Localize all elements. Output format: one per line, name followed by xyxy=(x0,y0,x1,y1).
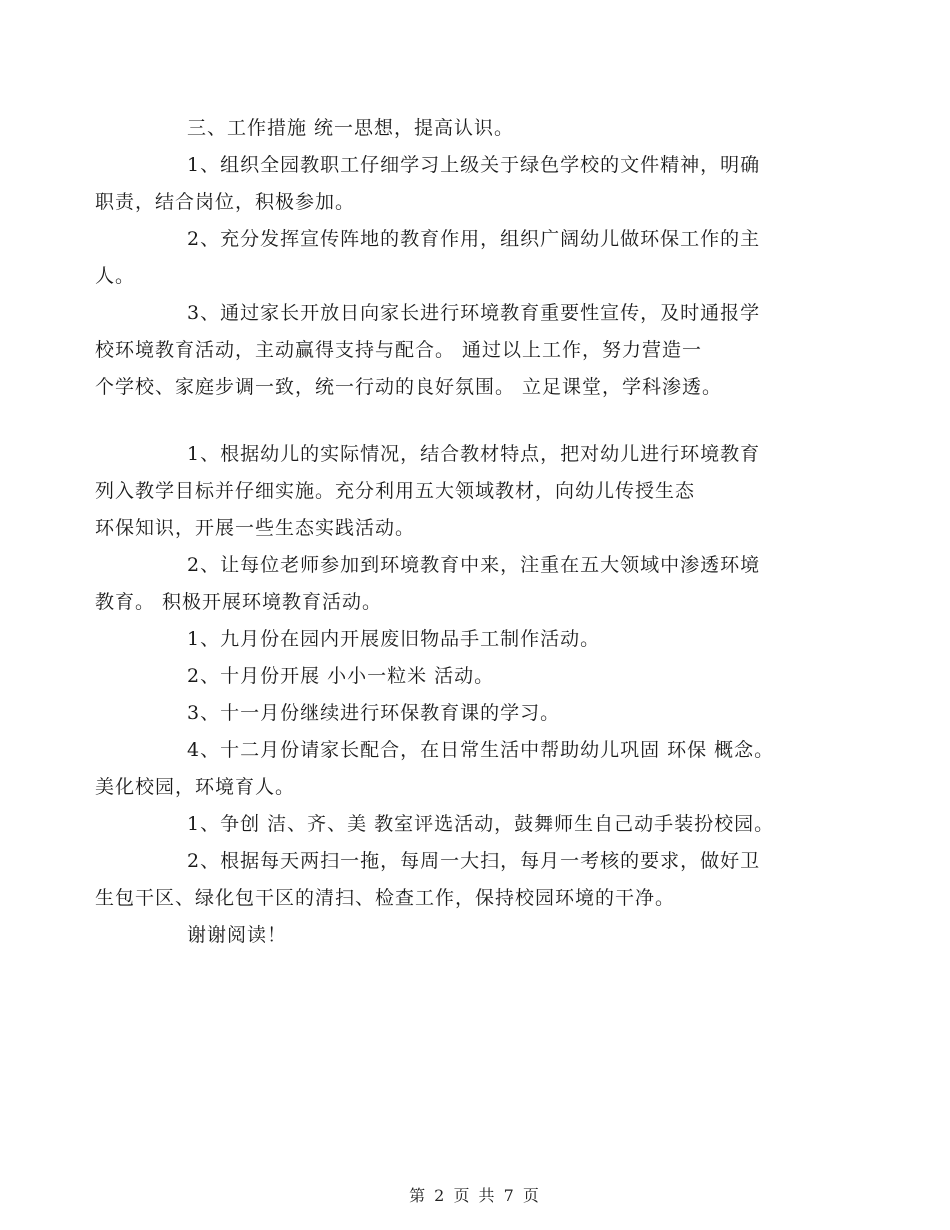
paragraph-december xyxy=(95,732,831,806)
text-line: 美化校园，环境育人。 xyxy=(95,776,296,798)
text-line: 1、九月份在园内开展废旧物品手工制作活动。 xyxy=(187,628,601,650)
text-line: 人。 xyxy=(95,265,136,287)
paragraph-teacher-participation xyxy=(95,547,831,621)
text-line: 2、根据每天两扫一拖，每周一大扫，每月一考核的要求，做好卫 xyxy=(187,850,761,872)
paragraph-teaching-goals xyxy=(95,436,831,547)
text-line: 3、十一月份继续进行环保教育课的学习。 xyxy=(187,702,561,724)
text-line: 个学校、家庭步调一致，统一行动的良好氛围。 立足课堂，学科渗透。 xyxy=(95,376,723,398)
text-line: 2、十月份开展 小小一粒米 活动。 xyxy=(187,665,495,687)
text-line: 列入教学目标并仔细实施。充分利用五大领域教材，向幼儿传授生态 xyxy=(95,480,696,502)
page-number-footer: 第 2 页 共 7 页 xyxy=(409,1186,541,1205)
paragraph-thanks xyxy=(141,917,831,954)
paragraph-measures-heading xyxy=(141,110,831,147)
paragraph-publicity xyxy=(95,221,831,295)
text-line: 教育。 积极开展环境教育活动。 xyxy=(95,591,383,613)
text-line: 1、根据幼儿的实际情况，结合教材特点，把对幼儿进行环境教育 xyxy=(187,443,761,465)
text-line: 谢谢阅读！ xyxy=(187,924,288,946)
paragraph-cleaning-schedule xyxy=(95,843,831,917)
text-line: 4、十二月份请家长配合，在日常生活中帮助幼儿巩固 环保 概念。 xyxy=(187,739,775,761)
text-line: 环保知识，开展一些生态实践活动。 xyxy=(95,517,416,539)
paragraph-study-documents xyxy=(95,147,831,221)
text-line: 三、工作措施 统一思想，提高认识。 xyxy=(187,117,515,139)
text-line: 1、组织全园教职工仔细学习上级关于绿色学校的文件精神，明确 xyxy=(187,154,761,176)
text-line: 校环境教育活动，主动赢得支持与配合。 通过以上工作，努力营造一 xyxy=(95,339,703,361)
text-line: 2、让每位老师参加到环境教育中来，注重在五大领域中渗透环境 xyxy=(187,554,761,576)
text-line: 1、争创 洁、齐、美 教室评选活动，鼓舞师生自己动手装扮校园。 xyxy=(187,813,775,835)
paragraph-parent-open-day xyxy=(95,295,831,406)
text-line: 3、通过家长开放日向家长进行环境教育重要性宣传，及时通报学 xyxy=(187,302,761,324)
text-line: 2、充分发挥宣传阵地的教育作用，组织广阔幼儿做环保工作的主 xyxy=(187,228,761,250)
text-line: 职责，结合岗位，积极参加。 xyxy=(95,191,356,213)
paragraph-spacer xyxy=(141,406,831,436)
paragraph-november xyxy=(141,695,831,732)
paragraph-clean-classroom xyxy=(141,806,831,843)
document-body xyxy=(95,110,831,954)
paragraph-october xyxy=(141,658,831,695)
text-line: 生包干区、绿化包干区的清扫、检查工作，保持校园环境的干净。 xyxy=(95,887,676,909)
paragraph-september xyxy=(141,621,831,658)
